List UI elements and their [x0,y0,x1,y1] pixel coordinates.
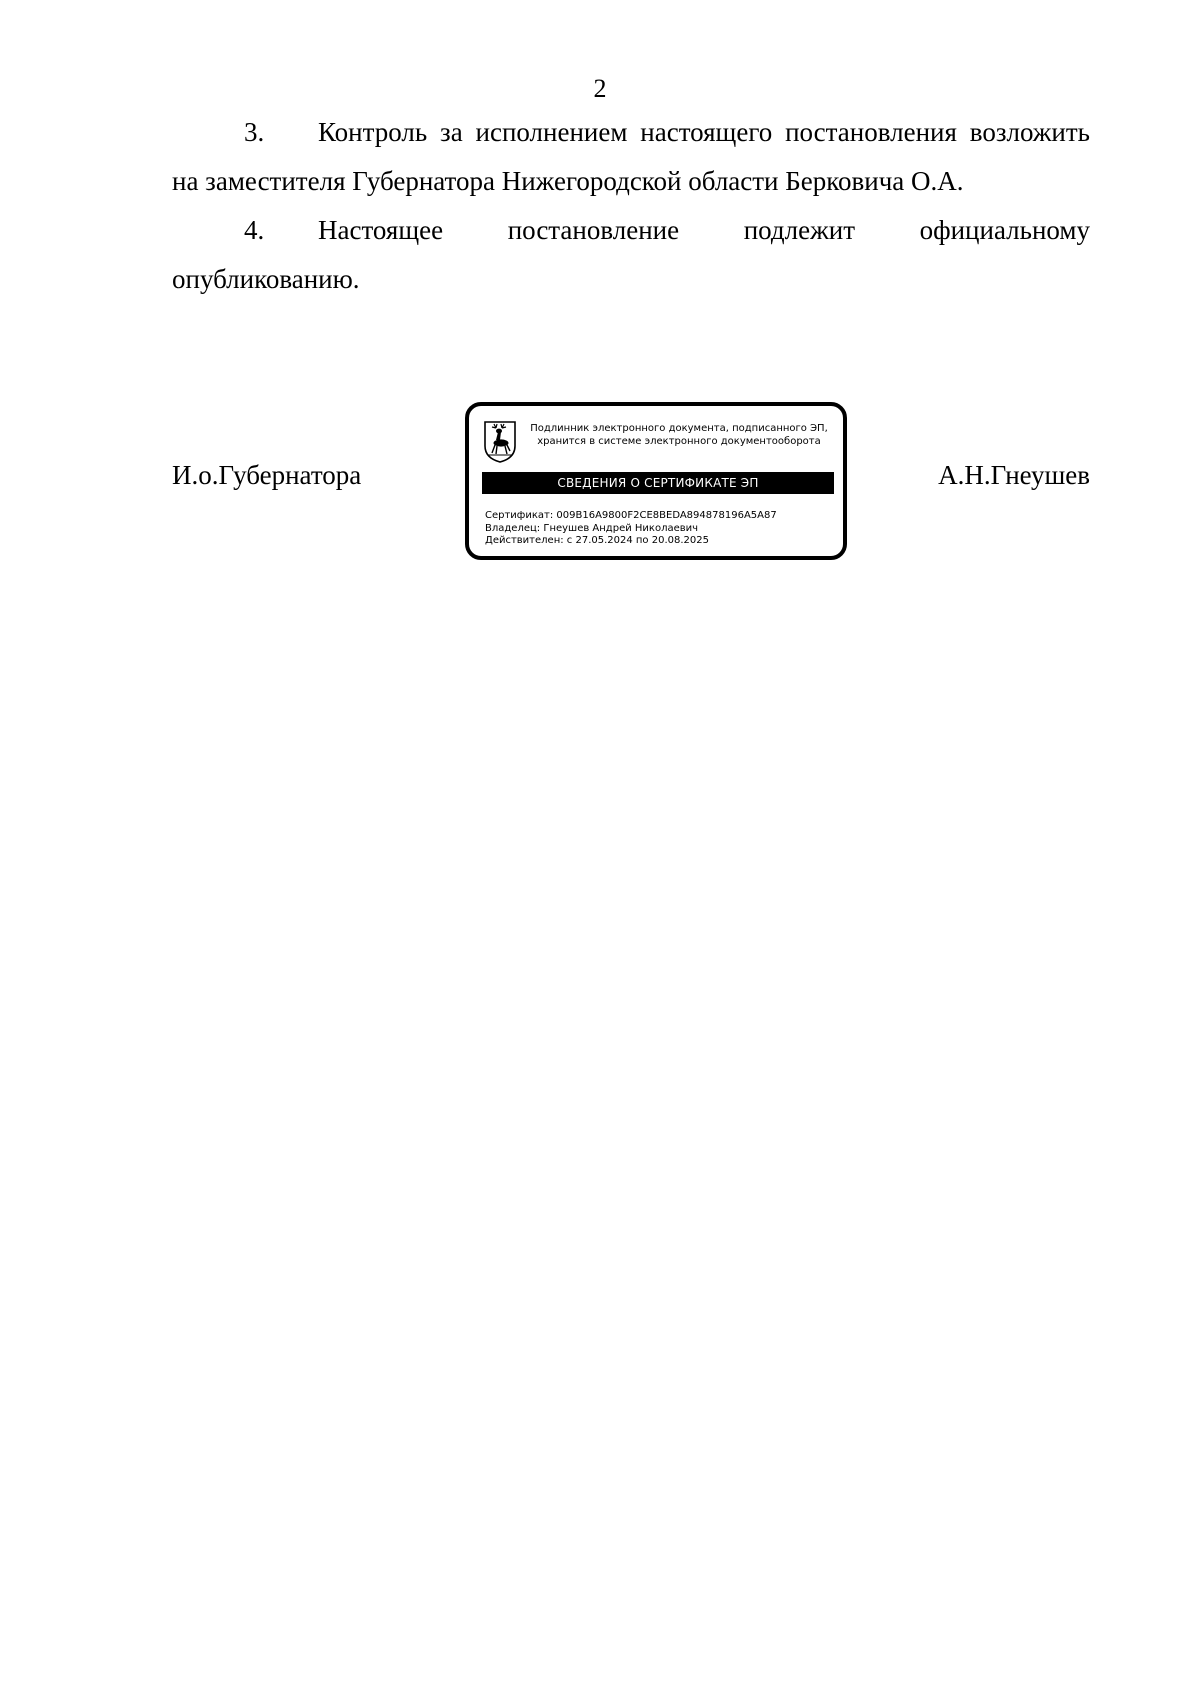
paragraph-3 [172,108,1090,206]
nizhny-novgorod-deer-coat-of-arms-icon [483,420,517,464]
signatory-position: И.о.Губернатора [172,460,362,490]
paragraph-number: 3. [244,117,265,147]
certificate-info-title: СВЕДЕНИЯ О СЕРТИФИКАТЕ ЭП [482,472,834,494]
signatory-name: А.Н.Гнеушев [938,460,1090,490]
document-body [172,108,1090,304]
certificate-validity: Действителен: с 27.05.2024 по 20.08.2025 [485,535,709,546]
certificate-details [485,510,835,548]
certificate-owner: Владелец: Гнеушев Андрей Николаевич [485,522,699,534]
stamp-header-line: Подлинник электронного документа, подписанного ЭП, [530,423,828,434]
certificate-serial: Сертификат: 009B16A9800F2CE8BEDA894878196A5A87 [485,510,777,521]
paragraph-number: 4. [244,215,265,245]
paragraph-text: Настоящее постановление подлежит официальному опубликованию. [172,215,1090,294]
paragraph-text: Контроль за исполнением настоящего постановления возложить на заместителя Губернатора Нижегородской области Берковича О.А. [172,117,1090,196]
stamp-header-line: хранится в системе электронного документооборота [537,436,821,447]
paragraph-4 [172,206,1090,304]
page-number: 2 [593,74,607,103]
electronic-signature-stamp [465,402,847,560]
stamp-header [519,422,839,448]
